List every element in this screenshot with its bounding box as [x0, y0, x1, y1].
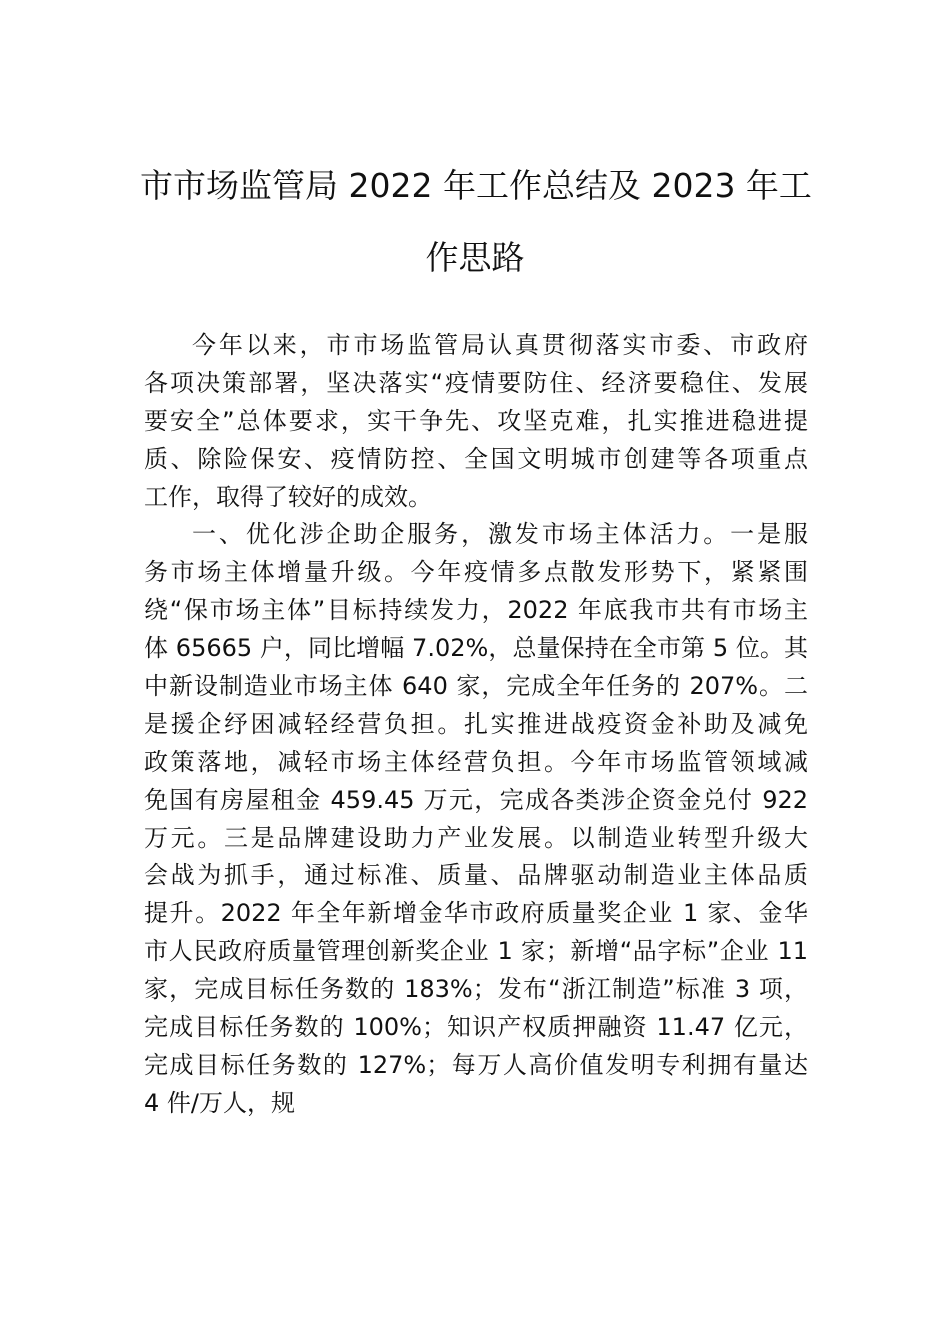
paragraph-line: 提升。2022 年全年新增金华市政府质量奖企业 1 家、金华: [144, 899, 808, 928]
paragraph-line: 4 件/万人，规: [144, 1088, 295, 1117]
paragraph-line: 绕“保市场主体”目标持续发力，2022 年底我市共有市场主: [144, 596, 808, 625]
document-title: [140, 150, 810, 294]
paragraph-section-one: [144, 516, 808, 1122]
paragraph-line: 政策落地，减轻市场主体经营负担。今年市场监管领域减: [144, 747, 808, 776]
paragraph-line: 市人民政府质量管理创新奖企业 1 家；新增“品字标”企业 11: [144, 937, 808, 966]
paragraph-intro: [144, 327, 808, 516]
paragraph-line: 是援企纾困减轻经营负担。扎实推进战疫资金补助及减免: [144, 709, 808, 738]
paragraph-line: 今年以来，市市场监管局认真贯彻落实市委、市政府: [192, 331, 808, 359]
document-body: [144, 327, 808, 1123]
paragraph-line: 中新设制造业市场主体 640 家，完成全年任务的 207%。二: [144, 672, 808, 701]
paragraph-line: 一、优化涉企助企服务，激发市场主体活力。一是服: [192, 520, 808, 549]
paragraph-line: 务市场主体增量升级。今年疫情多点散发形势下，紧紧围: [144, 558, 808, 587]
paragraph-line: 工作，取得了较好的成效。: [144, 482, 432, 511]
paragraph-line: 质、除险保安、疫情防控、全国文明城市创建等各项重点: [144, 444, 808, 473]
title-line-1: 市市场监管局 2022 年工作总结及 2023 年工: [140, 166, 812, 205]
paragraph-line: 完成目标任务数的 127%；每万人高价值发明专利拥有量达: [144, 1050, 808, 1079]
paragraph-line: 家，完成目标任务数的 183%；发布“浙江制造”标准 3 项，: [144, 975, 808, 1004]
title-line-2: 作思路: [425, 238, 525, 277]
paragraph-line: 完成目标任务数的 100%；知识产权质押融资 11.47 亿元，: [144, 1013, 808, 1042]
paragraph-line: 万元。三是品牌建设助力产业发展。以制造业转型升级大: [144, 823, 808, 852]
paragraph-line: 会战为抓手，通过标准、质量、品牌驱动制造业主体品质: [144, 861, 808, 890]
paragraph-line: 各项决策部署，坚决落实“疫情要防住、经济要稳住、发展: [144, 368, 808, 397]
paragraph-line: 体 65665 户，同比增幅 7.02%，总量保持在全市第 5 位。其: [144, 634, 808, 663]
paragraph-line: 要安全”总体要求，实干争先、攻坚克难，扎实推进稳进提: [144, 406, 808, 435]
paragraph-line: 免国有房屋租金 459.45 万元，完成各类涉企资金兑付 922: [144, 785, 808, 814]
